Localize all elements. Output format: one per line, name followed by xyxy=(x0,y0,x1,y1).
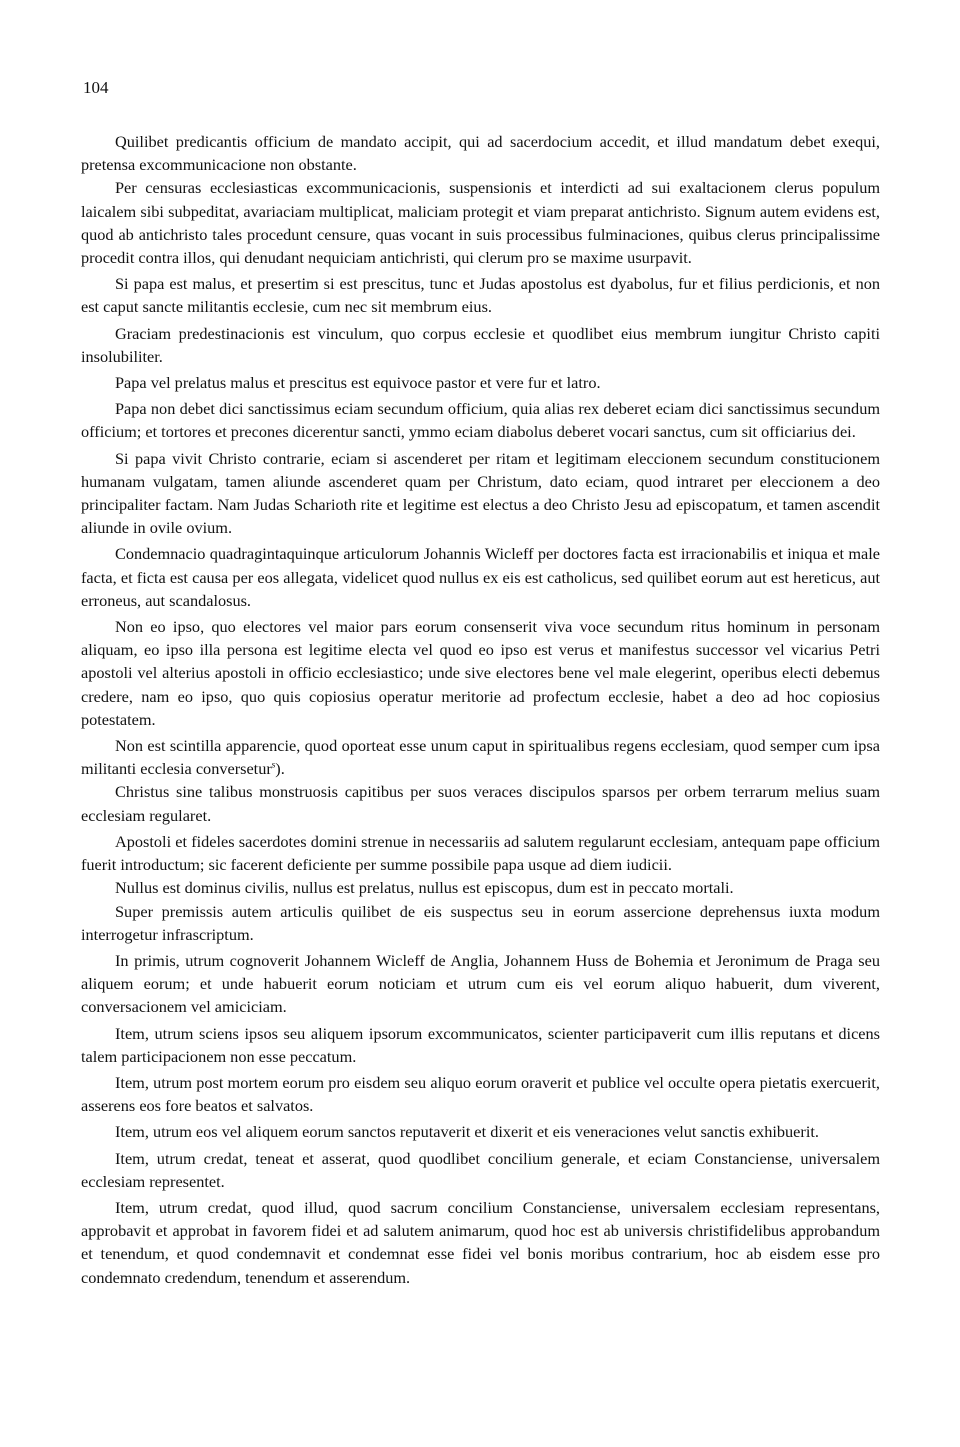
paragraph-text: Non est scintilla apparencie, quod oporteat esse unum caput in spiritualibus regens ecclesiam, quod semper cum ipsa militanti ecclesia conversetur xyxy=(81,736,880,779)
paragraph: Graciam predestinacionis est vinculum, quo corpus ecclesie et quodlibet eius membrum iungitur Christo capiti insolubiliter. xyxy=(81,323,880,366)
paragraph: Si papa est malus, et presertim si est prescitus, tunc et Judas apostolus est dyabolus, fur et filius perdicionis, et non est caput sancte militantis ecclesie, cum nec sit membrum eius. xyxy=(81,274,880,317)
paragraph: Item, utrum sciens ipsos seu aliquem ipsorum excommunicatos, scienter participaverit cum illis reputans et dicens talem participacionem non esse peccatum. xyxy=(81,1023,880,1066)
paragraph-end: ). xyxy=(275,759,285,779)
paragraph: Non eo ipso, quo electores vel maior pars eorum consenserit viva voce secundum ritus hominum in personam aliquam, eo ipso illa persona est legitime electa vel quod eo ipso est verus et manifestus successor vel vicarius Petri apostoli vel alterius apostoli in officio ecclesiastico; unde sive electores bene vel male elegerint, operibus electi debemus credere, nam eo ipso, quo quis copiosius operatur meritorie ad profectum ecclesie, habet a deo ad hoc copiosius potestatem. xyxy=(81,617,880,729)
paragraph: In primis, utrum cognoverit Johannem Wicleff de Anglia, Johannem Huss de Bohemia et Jeronimum de Praga seu aliquem eorum; et unde habuerit eorum noticiam et utrum cum eis vel eorum aliquo habuerit, dum viverent, conversacionem vel amiciciam. xyxy=(81,950,880,1017)
paragraph: Item, utrum eos vel aliquem eorum sanctos reputaverit et dixerit et eis veneraciones velut sanctis exhibuerit. xyxy=(115,1122,819,1142)
footnote-marker: s xyxy=(271,759,276,770)
paragraph: Item, utrum post mortem eorum pro eisdem seu aliquo eorum oraverit et publice vel occulte opera pietatis exercuerit, asserens eos fore beatos et salvatos. xyxy=(81,1072,880,1116)
paragraph: Super premissis autem articulis quilibet de eis suspectus seu in eorum assercione deprehensus iuxta modum interrogetur infrascriptum. xyxy=(81,901,880,944)
paragraph: Condemnacio quadragintaquinque articulorum Johannis Wicleff per doctores facta est irracionabilis et iniqua et male facta, et ficta est causa per eos allegata, videlicet quod nullus ex eis est catholicus, sed quilibet eorum aut est hereticus, aut erroneus, aut scandalosus. xyxy=(81,544,880,610)
page-number: 104 xyxy=(83,78,109,97)
body-text xyxy=(81,130,880,1292)
paragraph: Papa vel prelatus malus et prescitus est equivoce pastor et vere fur et latro. xyxy=(115,373,601,393)
paragraph: Christus sine talibus monstruosis capitibus per suos veraces discipulos sparsos per orbem terrarum melius suam ecclesiam regularet. xyxy=(81,782,880,825)
paragraph: Quilibet predicantis officium de mandato accipit, qui ad sacerdocium accedit, et illud mandatum debet exequi, pretensa excommunicacione non obstante. xyxy=(81,132,880,175)
paragraph: Apostoli et fideles sacerdotes domini strenue in necessariis ad salutem regularunt ecclesiam, antequam pape officium fuerit introductum; sic facerent deficiente per summe possibile papa usque ad diem iudicii. xyxy=(81,831,880,875)
paragraph: Papa non debet dici sanctissimus eciam secundum officium, quia alias rex deberet eciam dici sanctissimus secundum officium; et tortores et precones dicerentur sancti, ymmo eciam diabolus deberet vocari sanctus, cum sit officiarius dei. xyxy=(81,399,880,442)
paragraph: Si papa vivit Christo contrarie, eciam si ascenderet per ritam et legitimam eleccionem secundum constitucionem humanam vulgatam, tamen aliunde ascenderet quam per Christum, dato eciam, quod intraret per eleccionem a deo principaliter factam. Nam Judas Scharioth rite et legitime est electus a deo Christo Jesu ad episcopatum, et tamen ascendit aliunde in ovile ovium. xyxy=(81,448,880,538)
paragraph: Item, utrum credat, teneat et asserat, quod quodlibet concilium generale, et eciam Constanciense, universalem ecclesiam representet. xyxy=(81,1148,880,1191)
paragraph-with-footnote xyxy=(81,734,880,780)
paragraph: Nullus est dominus civilis, nullus est prelatus, nullus est episcopus, dum est in peccato mortali. xyxy=(115,878,734,898)
paragraph: Item, utrum credat, quod illud, quod sacrum concilium Constanciense, universalem ecclesiam representans, approbavit et approbat in favorem fidei et ad salutem animarum, quod hoc est ab universis christifidelibus approbandum et tenendum, et quod condemnavit et condemnat esse fidei vel bonis moribus contrarium, hoc ab eisdem esse pro condemnato credendum, tenendum et asserendum. xyxy=(81,1197,880,1287)
paragraph: Per censuras ecclesiasticas excommunicacionis, suspensionis et interdicti ad sui exaltacionem clerus populum laicalem sibi subpeditat, avariaciam multiplicat, maliciam protegit et viam preparat antichristo. Signum autem evidens est, quod ab antichristo tales procedunt censure, quas vocant in suis processibus fulminaciones, quibus clerus principalissime procedit contra illos, qui denudant nequiciam antichristi, qui clerum pro se maxime usurpavit. xyxy=(81,178,880,268)
